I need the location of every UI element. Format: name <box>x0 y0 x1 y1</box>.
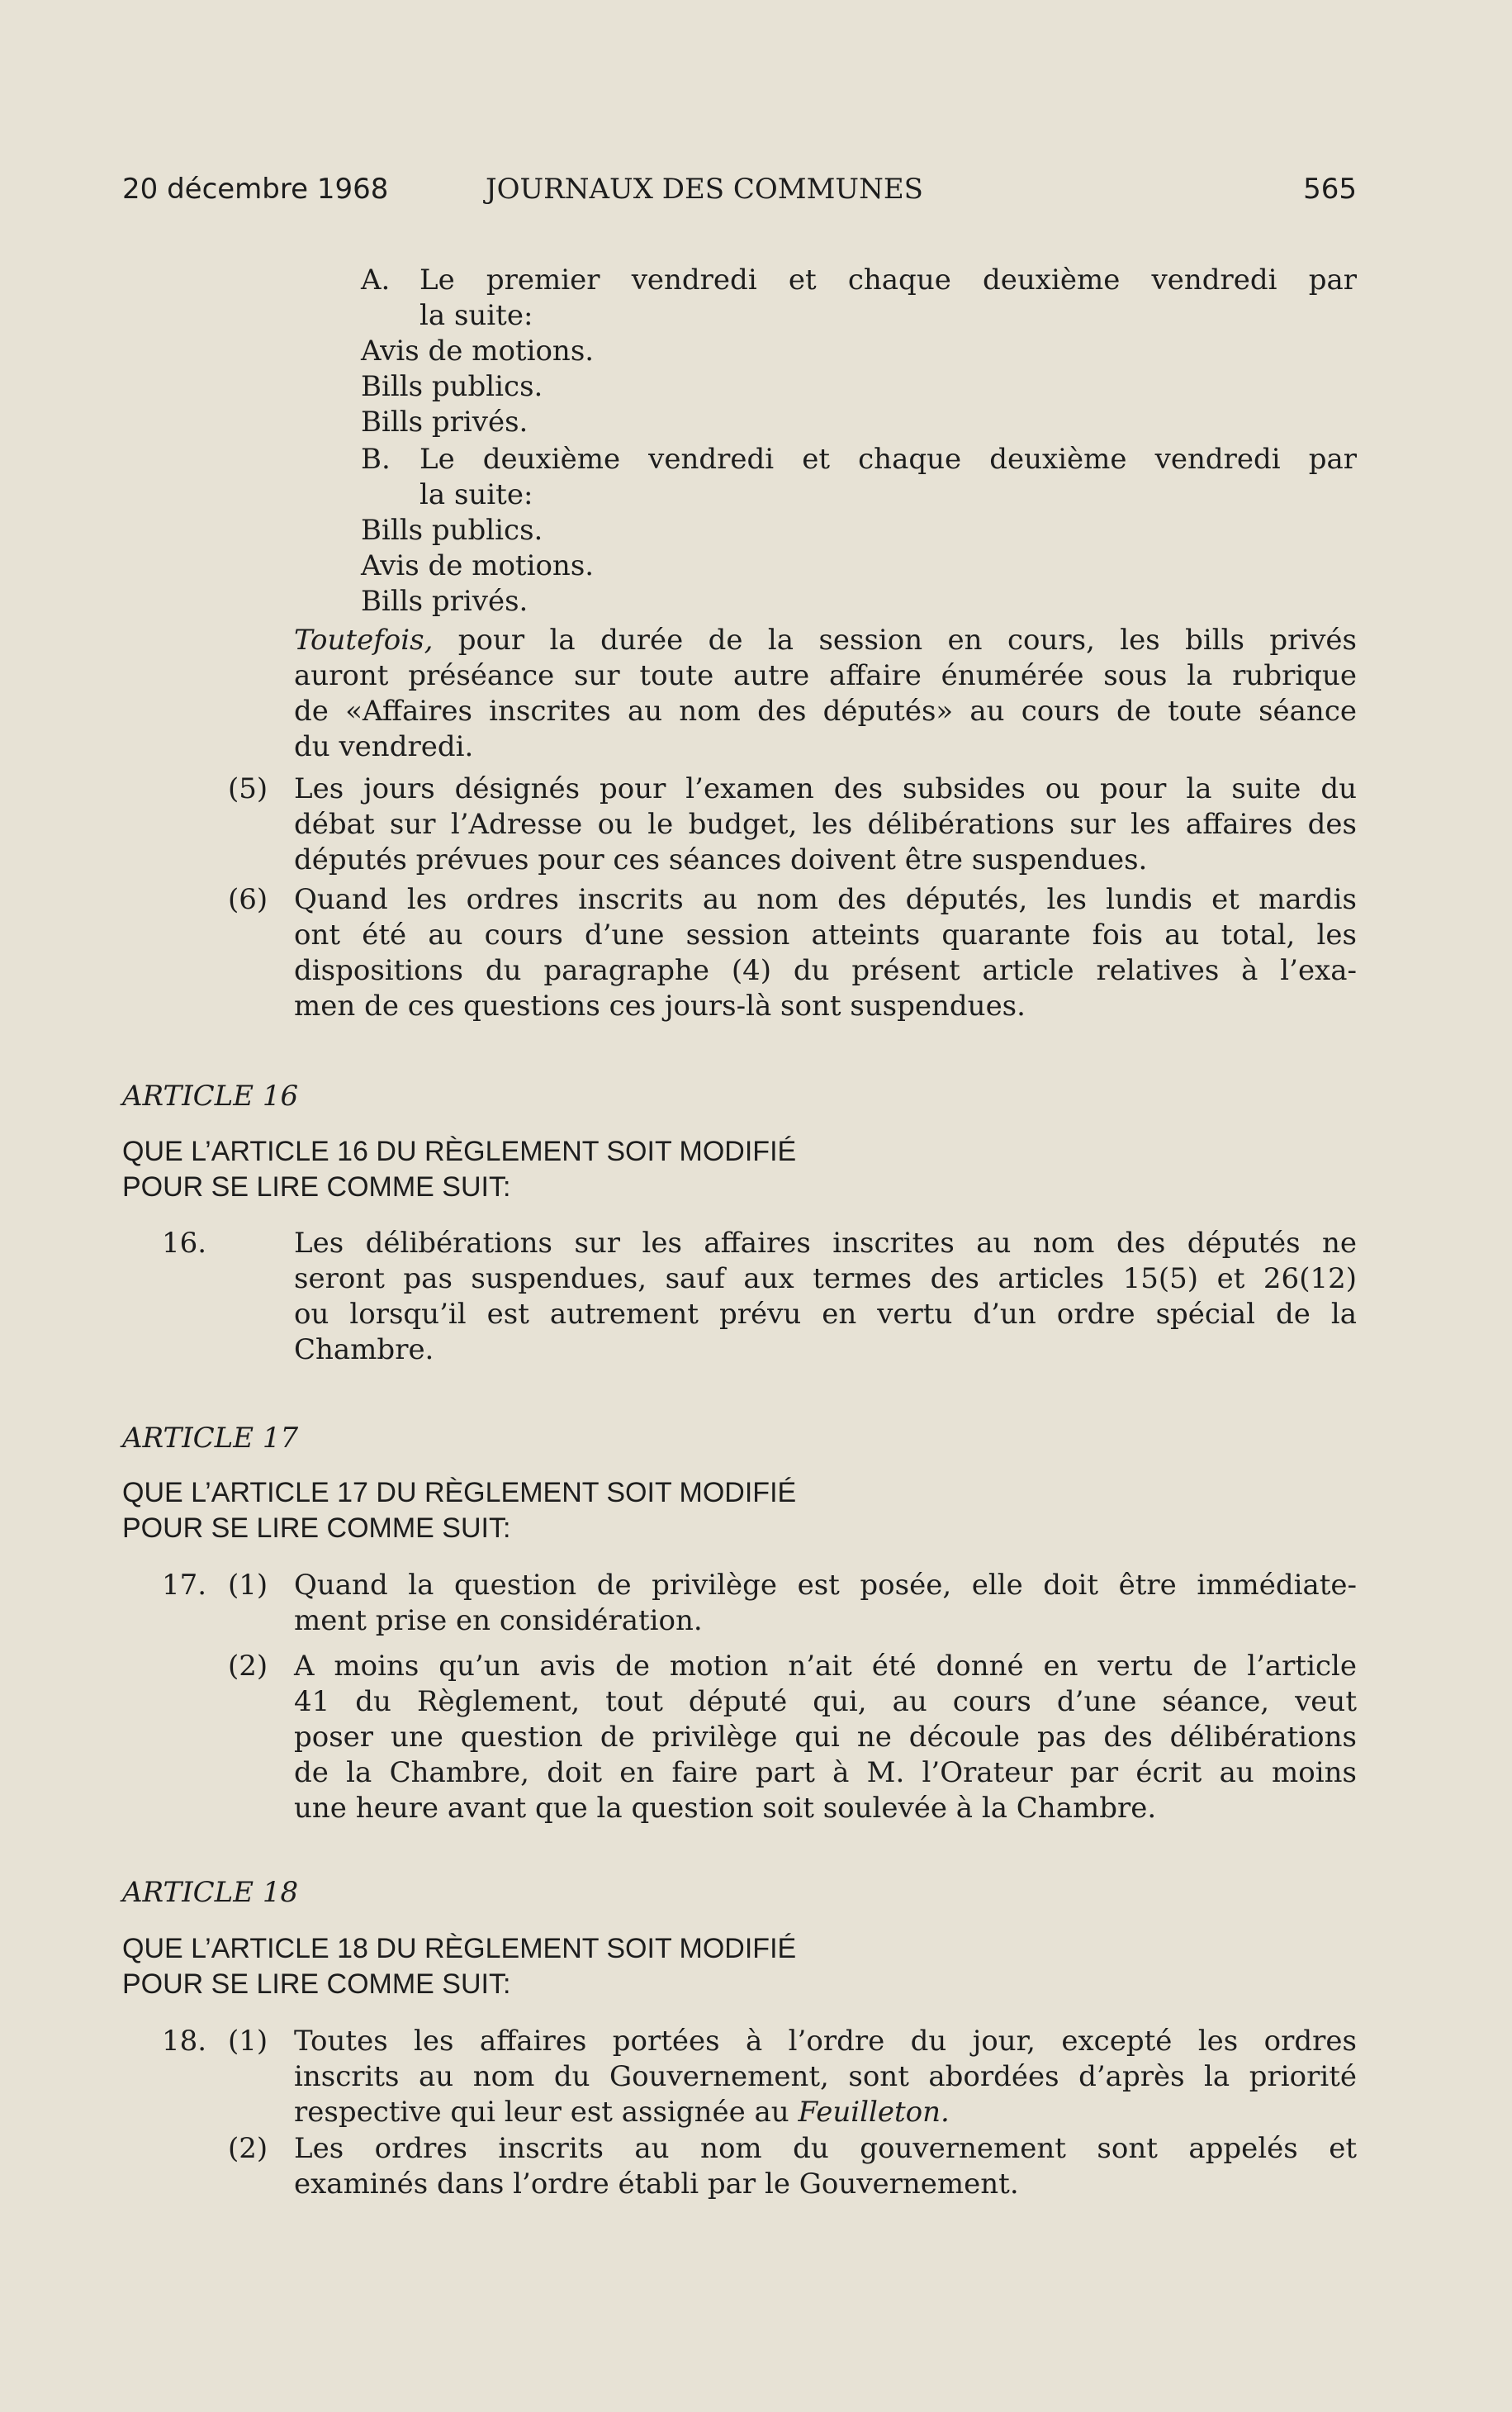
list-item: Bills publics. <box>361 370 543 403</box>
para-6-label: (6) <box>228 883 268 916</box>
article-18-p1-text: Toutes les affaires portées à l’ordre du jour, excepté les ordres inscrits au nom du Gouvernement, sont abordées d’après la priorité respective qui leur est assignée au Feuilleton. <box>294 2025 1357 2129</box>
para-6-text: Quand les ordres inscrits au nom des députés, les lundis et mardis ont été au cours d’une session atteints quarante fois au total, les dispositions du paragraphe (4) du présent article relatives à l’exa- men de ces questions ces jours-là sont suspendues. <box>294 883 1357 1023</box>
page-number: 565 <box>1303 173 1357 206</box>
toutefois-lead: Toutefois, <box>294 624 434 657</box>
order-a-label: A. <box>361 264 391 297</box>
order-a-line2: la suite: <box>419 299 533 332</box>
order-b-items <box>361 513 594 620</box>
article-16-heading: ARTICLE 16 <box>122 1080 299 1113</box>
article-18-p2-text: Les ordres inscrits au nom du gouvernement sont appelés et examinés dans l’ordre établi par le Gouvernement. <box>294 2132 1357 2201</box>
article-17-heading: ARTICLE 17 <box>122 1422 299 1455</box>
order-b-line2: la suite: <box>419 478 533 511</box>
article-16-motion: QUE L’ARTICLE 16 DU RÈGLEMENT SOIT MODIFIÉ POUR SE LIRE COMME SUIT: <box>122 1136 797 1203</box>
para-5-text: Les jours désignés pour l’examen des subsides ou pour la suite du débat sur l’Adresse ou le budget, les délibérations sur les affaires des députés prévues pour ces séances doivent être suspendues. <box>294 772 1357 876</box>
article-17-number: 17. <box>162 1569 207 1602</box>
order-a-line1: Le premier vendredi et chaque deuxième vendredi par <box>419 264 1357 297</box>
list-item: Bills privés. <box>361 585 528 618</box>
feuilleton-italic: Feuilleton. <box>798 2096 950 2129</box>
article-18-number: 18. <box>162 2025 207 2058</box>
article-16-text: Les délibérations sur les affaires inscrites au nom des députés ne seront pas suspendues, sauf aux termes des articles 15(5) et 26(12) ou lorsqu’il est autrement prévu en vertu d’un ordre spécial de la Chambre. <box>294 1227 1357 1366</box>
order-b-label: B. <box>361 443 391 476</box>
article-18-p2-label: (2) <box>228 2132 268 2165</box>
header-title: JOURNAUX DES COMMUNES <box>486 173 923 206</box>
article-17-p1-label: (1) <box>228 1569 268 1602</box>
article-16-number: 16. <box>162 1227 207 1260</box>
toutefois-paragraph: Toutefois, pour la durée de la session en cours, les bills privés auront préséance sur toute autre affaire énumérée sous la rubrique de «Affaires inscrites au nom des députés» au cours de toute séance du vendredi. <box>294 624 1358 763</box>
page-header <box>122 172 1357 208</box>
header-date: 20 décembre 1968 <box>122 173 389 206</box>
order-a-items <box>361 334 594 440</box>
article-18-motion: QUE L’ARTICLE 18 DU RÈGLEMENT SOIT MODIFIÉ POUR SE LIRE COMME SUIT: <box>122 1933 797 2000</box>
article-18-heading: ARTICLE 18 <box>122 1876 299 1909</box>
article-17-p2-text: A moins qu’un avis de motion n’ait été donné en vertu de l’article 41 du Règlement, tout député qui, au cours d’une séance, veut poser une question de privilège qui ne découle pas des délibérations de la Chambre, doit en faire part à M. l’Orateur par écrit au moins une heure avant que la question soit soulevée à la Chambre. <box>294 1650 1357 1825</box>
list-item: Bills privés. <box>361 406 528 439</box>
article-17-motion: QUE L’ARTICLE 17 DU RÈGLEMENT SOIT MODIFIÉ POUR SE LIRE COMME SUIT: <box>122 1477 797 1544</box>
list-item: Bills publics. <box>361 514 543 547</box>
list-item: Avis de motions. <box>361 335 595 368</box>
order-b-line1: Le deuxième vendredi et chaque deuxième vendredi par <box>419 443 1357 476</box>
list-item: Avis de motions. <box>361 549 595 582</box>
para-5-label: (5) <box>228 772 268 805</box>
article-18-p1-label: (1) <box>228 2025 268 2058</box>
article-17-p2-label: (2) <box>228 1650 268 1683</box>
article-17-p1-text: Quand la question de privilège est posée, elle doit être immédiate- ment prise en considération. <box>294 1569 1357 1637</box>
